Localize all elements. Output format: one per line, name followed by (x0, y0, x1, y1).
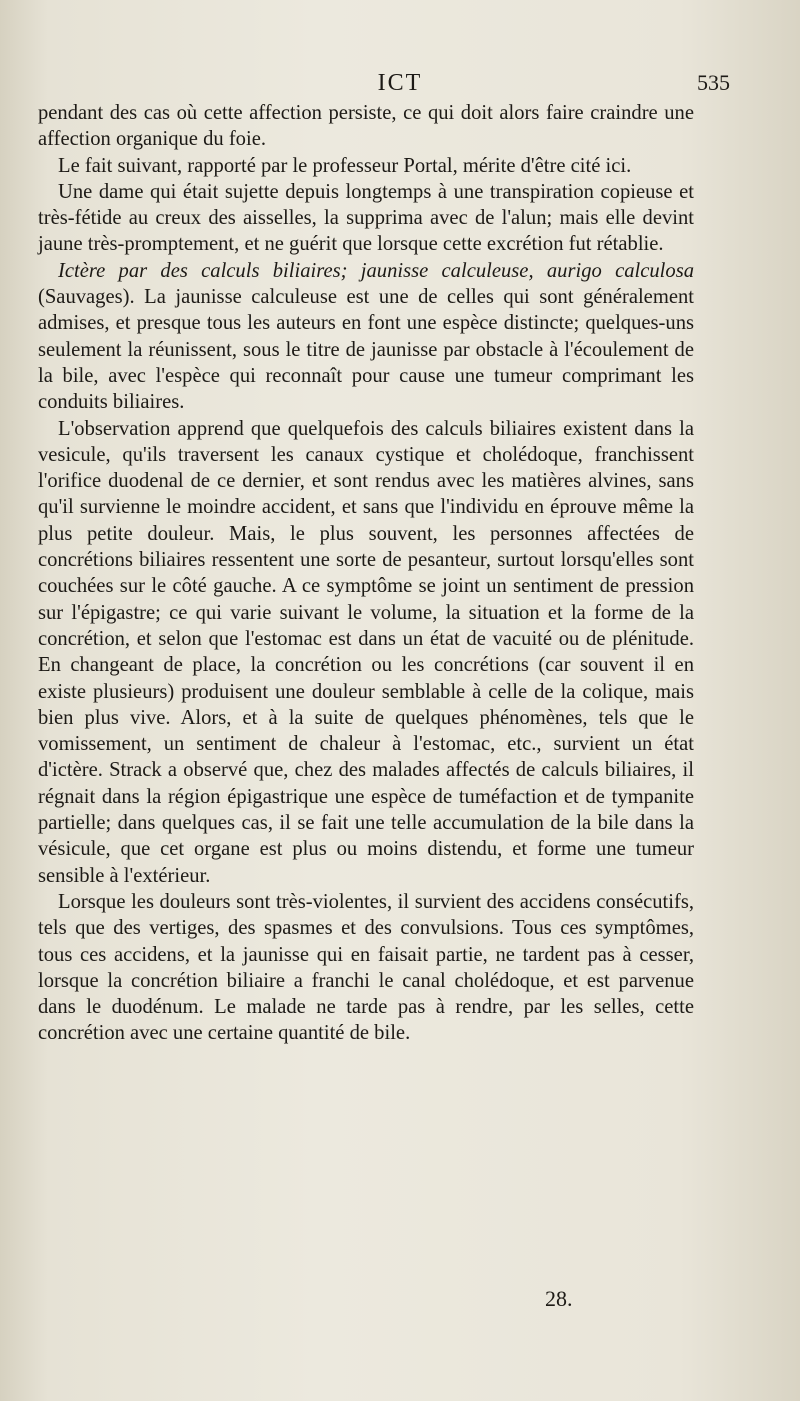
paragraph (38, 179, 694, 258)
paragraph (38, 258, 694, 416)
signature-mark: 28. (545, 1286, 573, 1311)
paragraph (38, 100, 694, 153)
paragraph (38, 416, 694, 889)
section-heading-italic: Ictère par des calculs biliaires; jaunisse calculeuse, aurigo calculosa (58, 259, 694, 282)
paragraph-text: L'observation apprend que quelquefois des calculs biliaires existent dans la vesicule, qu'ils traversent les canaux cystique et cholédoque, franchissent l'orifice duodenal de ce dernier, et sont rendus avec les matières alvines, sans qu'il survienne le moindre accident, et sans que l'individu en éprouve même la plus petite douleur. Mais, le plus souvent, les personnes affectées de concrétions biliaires ressentent une sorte de pesanteur, surtout lorsqu'elles sont couchées sur le côté gauche. A ce symptôme se joint un sentiment de pression sur l'épigastre; ce qui varie suivant le volume, la situation et la forme de la concrétion, et selon que l'estomac est dans un état de vacuité ou de plénitude. En changeant de place, la concrétion ou les concrétions (car souvent il en existe plusieurs) produisent une douleur semblable à celle de la colique, mais bien plus vive. Alors, et à la suite de quelques phénomènes, tels que le vomissement, un sentiment de chaleur à l'estomac, etc., survient un état d'ictère. Strack a observé que, chez des malades affectés de calculs biliaires, il régnait dans la région épigastrique une espèce de tuméfaction et de tympanite partielle; dans quelques cas, il se fait une telle accumulation de la bile dans la vésicule, que cet organe est plus ou moins distendu, et forme une tumeur sensible à l'extérieur. (38, 417, 694, 887)
paragraph-text: Lorsque les douleurs sont très-violentes, il survient des accidens consécutifs, tels que des vertiges, des spasmes et des convulsions. Tous ces symptômes, tous ces accidens, et la jaunisse qui en faisait partie, ne tardent pas à cesser, lorsque la concrétion biliaire a franchi le canal cholédoque, et est parvenue dans le duodénum. Le malade ne tarde pas à rendre, par les selles, cette concrétion avec une certaine quantité de bile. (38, 890, 694, 1045)
paragraph-text: Une dame qui était sujette depuis longtemps à une transpiration copieuse et très-fétide au creux des aisselles, la supprima avec de l'alun; mais elle devint jaune très-promptement, et ne guérit que lorsque cette excrétion fut rétablie. (38, 180, 694, 256)
paragraph (38, 153, 694, 179)
paragraph-text: Le fait suivant, rapporté par le professeur Portal, mérite d'être cité ici. (58, 154, 632, 177)
page-number: 535 (697, 70, 730, 95)
paragraph (38, 889, 694, 1047)
running-head: ICT (377, 70, 423, 96)
body-text (38, 100, 694, 1047)
paragraph-text: pendant des cas où cette affection persiste, ce qui doit alors faire craindre une affection organique du foie. (38, 102, 694, 151)
paragraph-text: (Sauvages). La jaunisse calculeuse est une de celles qui sont généralement admises, et presque tous les auteurs en font une espèce distincte; quelques-uns seulement la réunissent, sous le titre de jaunisse par obstacle à l'écoulement de la bile, avec l'espèce qui reconnaît pour cause une tumeur comprimant les conduits biliaires. (38, 286, 694, 414)
